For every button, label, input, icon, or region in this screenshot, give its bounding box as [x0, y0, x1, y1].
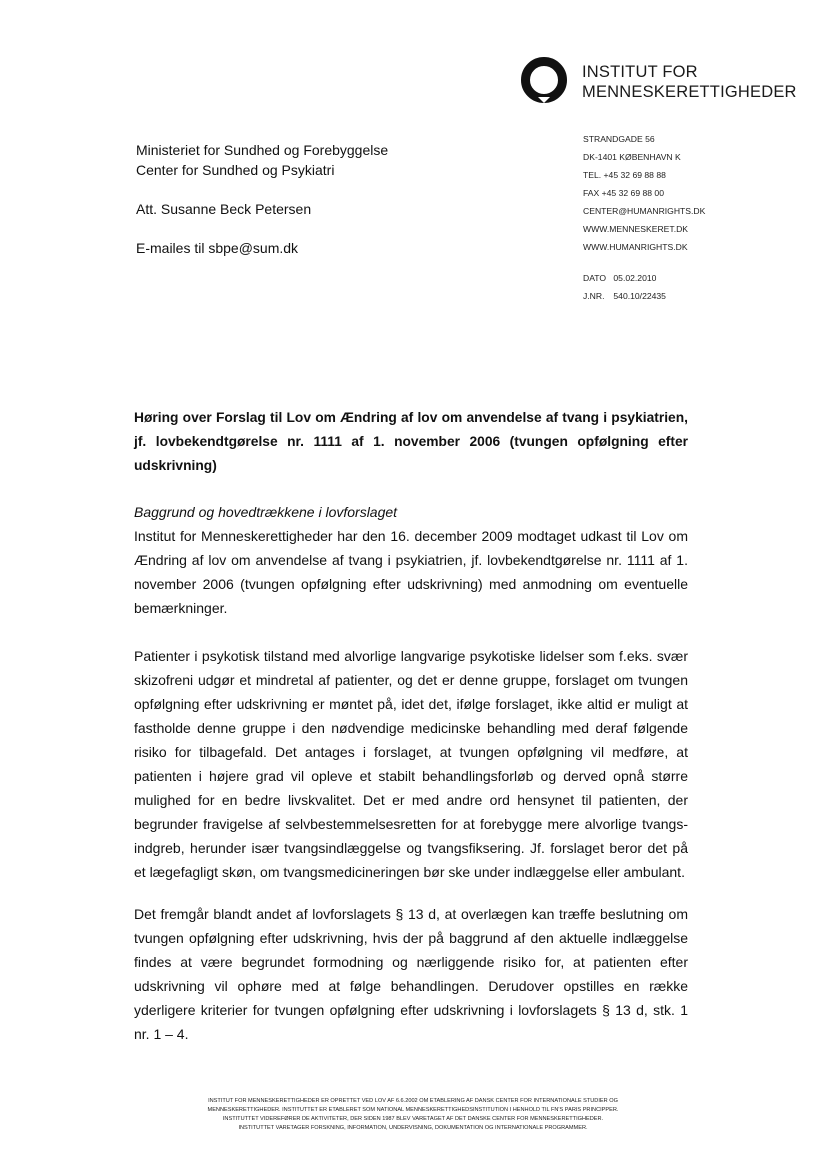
paragraph-2: Patienter i psykotisk tilstand med alvorlige langvarige psykotiske lidelser som f.eks. svær skizofreni udgør et mindretal af patienter, og det er denne gruppe, forslaget om tvungen opfølgning efter udskrivning er møntet på, idet det, ifølge forslaget, ikke altid er muligt at fastholde denne gruppe i den nødvendige medicinske behandling med deraf følgende risiko for tilbagefald. Det antages i forslaget, at tvungen opfølgning vil medføre, at patienten i højere grad vil opleve et stabilt behandlingsforløb og derved opnå større mulighed for en bedre livskvalitet. Det er med andre ord hensynet til patienten, der begrunder fravigelse af selvbestemmelsesretten for at forebygge mere alvorlige tvangs-indgreb, herunder især tvangsindlæggelse og tvangsfiksering. Jf. forslaget beror det på et lægefagligt skøn, om tvangsmedicineringen bør ske under indlæggelse eller ambulant.	[134, 648, 688, 880]
contact-address-street: STRANDGADE 56	[583, 134, 655, 144]
footer-line-4: INSTITUTTET VARETAGER FORSKNING, INFORMATION, UNDERVISNING, DOKUMENTATION OG INTERNATIONALE PROGRAMMER.	[238, 1125, 588, 1131]
institute-logo-icon	[520, 56, 568, 104]
contact-address-city: DK-1401 KØBENHAVN K	[583, 152, 681, 162]
paragraph-1	[134, 500, 688, 620]
paragraph-3: Det fremgår blandt andet af lovforslagets § 13 d, at overlægen kan træffe beslutning om tvungen opfølgning efter udskrivning, hvis der på baggrund af den aktuelle indlæggelse findes at være begrundet formodning og nærliggende risiko for, at patienten efter udskrivning vil ophøre med at følge behandlingen. Derudover opstilles en række yderligere kriterier for tvungen opfølgning efter udskrivning i lovforslagets § 13 d, stk. 1 nr. 1 – 4.	[134, 906, 688, 1042]
date-row	[583, 269, 666, 287]
contact-email: CENTER@HUMANRIGHTS.DK	[583, 206, 706, 216]
paragraph-1-text: Institut for Menneskerettigheder har den 16. december 2009 modtaget udkast til Lov om Ændring af lov om anvendelse af tvang i psykiatrien, jf. lovbekendtgørelse nr. 1111 af 1. november 2006 (tvungen opfølgning efter udskrivning) med anmodning om eventuelle bemærkninger.	[134, 528, 688, 616]
letterhead-logo	[520, 52, 810, 104]
legal-footer	[130, 1097, 696, 1133]
date-label: DATO	[583, 273, 607, 283]
institute-name	[582, 62, 797, 102]
recipient-ministry: Ministeriet for Sundhed og Forebyggelse	[136, 142, 389, 158]
journal-number-row	[583, 287, 666, 305]
institute-name-line1: INSTITUT FOR	[582, 63, 698, 81]
contact-website-en: WWW.HUMANRIGHTS.DK	[583, 242, 688, 252]
journal-number-value: 540.10/22435	[613, 291, 666, 301]
section-title: Baggrund og hovedtrækkene i lovforslaget	[134, 504, 398, 520]
contact-block	[583, 130, 705, 256]
footer-line-1: INSTITUT FOR MENNESKERETTIGHEDER ER OPRETTET VED LOV AF 6.6.2002 OM ETABLERING AF DANSK CENTER FOR INTERNATIONALE STUDIER OG	[208, 1098, 618, 1104]
footer-line-3: INSTITUTTET VIDEREFØRER DE AKTIVITETER, DER SIDEN 1987 BLEV VARETAGET AF DET DANSKE CENTER FOR MENNESKERETTIGHEDER.	[222, 1116, 604, 1122]
document-meta	[583, 269, 666, 305]
contact-fax: FAX +45 32 69 88 00	[583, 188, 664, 198]
institute-name-line2: MENNESKERETTIGHEDER	[582, 83, 797, 101]
recipient-department: Center for Sundhed og Psykiatri	[136, 162, 335, 178]
contact-phone: TEL. +45 32 69 88 88	[583, 170, 666, 180]
recipient-email: E-mailes til sbpe@sum.dk	[136, 240, 299, 256]
contact-website-dk: WWW.MENNESKERET.DK	[583, 224, 689, 234]
journal-number-label: J.NR.	[583, 291, 605, 301]
recipient-attention: Att. Susanne Beck Petersen	[136, 201, 312, 217]
date-value: 05.02.2010	[613, 273, 657, 283]
letter-subject-heading: Høring over Forslag til Lov om Ændring af lov om anvendelse af tvang i psykiatrien, jf. lovbekendtgørelse nr. 1111 af 1. november 2006 (tvungen opfølgning efter udskrivning)	[134, 410, 688, 473]
footer-line-2: MENNESKERETTIGHEDER. INSTITUTTET ER ETABLERET SOM NATIONAL MENNESKERETTIGHEDSINSTITUTION I HENHOLD TIL FN'S PARIS PRINCIPPER.	[207, 1107, 619, 1113]
recipient-block	[136, 140, 388, 258]
